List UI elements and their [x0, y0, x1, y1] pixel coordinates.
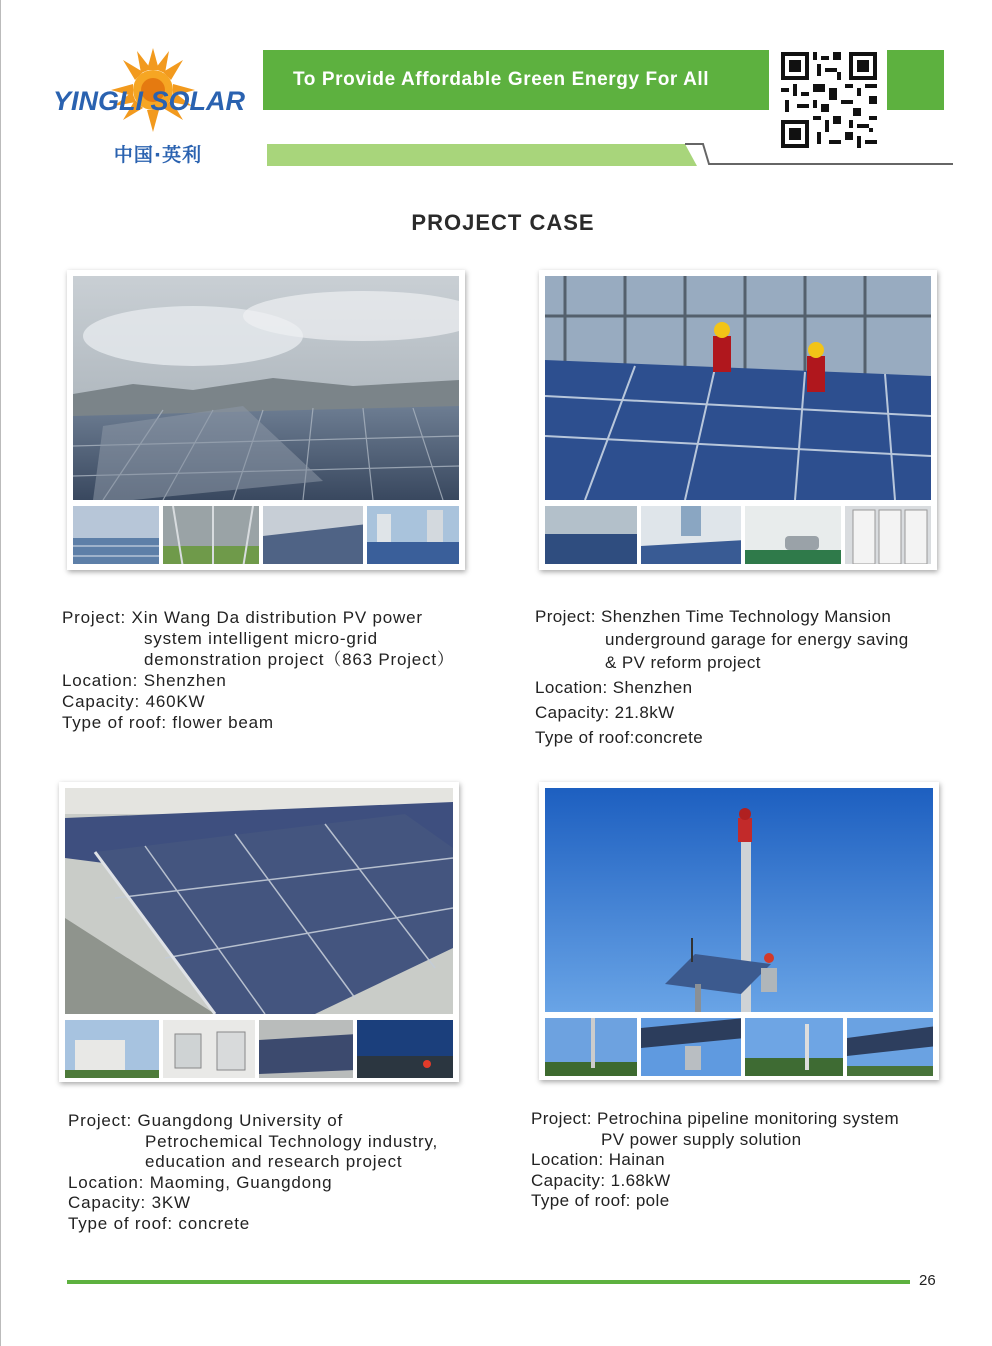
project-1-name: Project: Xin Wang Da distribution PV power	[62, 608, 423, 627]
logo-text: YINGLI SOLAR	[53, 86, 246, 116]
project-2-photo-panel	[539, 270, 937, 570]
logo-chinese-text: 中国·英利	[113, 144, 203, 166]
project-1-thumbnail-3	[261, 504, 365, 566]
project-3-thumbnail-4	[355, 1018, 455, 1080]
project-1-thumbnail-1	[71, 504, 161, 566]
banner-end-block	[887, 50, 944, 110]
yingli-logo	[53, 48, 263, 168]
page-number: 26	[919, 1272, 936, 1289]
project-1-name-cont: system intelligent micro-grid	[144, 629, 378, 648]
project-2-name-cont: underground garage for energy saving	[605, 630, 909, 649]
project-4-thumbnail-3	[743, 1016, 845, 1078]
project-4-name: Project: Petrochina pipeline monitoring system	[531, 1109, 900, 1128]
project-2-info	[535, 605, 955, 749]
project-4-info	[531, 1109, 971, 1212]
project-1-roof-type: Type of roof: flower beam	[62, 713, 274, 732]
project-1-capacity: Capacity: 460KW	[62, 692, 206, 711]
project-3-thumbnail-1	[63, 1018, 161, 1080]
project-4-thumbnail-2	[639, 1016, 743, 1078]
project-3-roof-type: Type of roof: concrete	[68, 1213, 251, 1233]
project-2-thumbnail-4	[843, 504, 933, 566]
project-2-thumbnail-1	[543, 504, 639, 566]
project-2-location: Location: Shenzhen	[535, 678, 693, 697]
project-3-thumbnail-3	[257, 1018, 355, 1080]
project-2-roof-type: Type of roof:concrete	[535, 728, 704, 747]
project-1-thumbnail-4	[365, 504, 461, 566]
project-3-name-cont-2: education and research project	[145, 1152, 403, 1172]
project-3-photo-panel	[59, 782, 459, 1082]
footer-divider	[67, 1280, 910, 1284]
project-3-thumbnail-2	[161, 1018, 257, 1080]
project-4-location: Location: Hainan	[531, 1150, 665, 1170]
project-1-thumbnail-2	[161, 504, 261, 566]
project-2-thumbnail-2	[639, 504, 743, 566]
project-4-roof-type: Type of roof: pole	[531, 1191, 670, 1211]
project-1-photo-panel	[67, 270, 465, 570]
project-2-capacity: Capacity: 21.8kW	[535, 703, 675, 722]
project-3-info	[68, 1111, 508, 1235]
project-3-capacity: Capacity: 3KW	[68, 1193, 191, 1213]
header-decorative-stripe	[263, 112, 953, 168]
project-4-name-cont: PV power supply solution	[601, 1129, 802, 1149]
project-2-thumbnail-3	[743, 504, 843, 566]
project-1-main-photo	[73, 276, 459, 500]
page-title: PROJECT CASE	[411, 210, 595, 235]
project-2-main-photo	[545, 276, 931, 500]
project-1-name-cont-2: demonstration project（863 Project）	[144, 650, 455, 669]
project-4-thumbnail-4	[845, 1016, 935, 1078]
project-3-name-cont: Petrochemical Technology industry,	[145, 1131, 439, 1151]
project-3-name: Project: Guangdong University of	[68, 1111, 344, 1130]
project-3-location: Location: Maoming, Guangdong	[68, 1172, 333, 1192]
project-1-info	[62, 607, 492, 733]
project-4-main-photo	[545, 788, 933, 1012]
project-2-name: Project: Shenzhen Time Technology Mansion	[535, 607, 892, 626]
project-1-location: Location: Shenzhen	[62, 671, 227, 690]
project-4-photo-panel	[539, 782, 939, 1080]
slogan-banner	[263, 50, 769, 110]
project-4-capacity: Capacity: 1.68kW	[531, 1170, 671, 1190]
project-4-thumbnail-1	[543, 1016, 639, 1078]
project-2-name-cont-2: & PV reform project	[605, 653, 761, 672]
project-3-main-photo	[65, 788, 453, 1014]
slogan-text: To Provide Affordable Green Energy For All	[293, 69, 710, 90]
